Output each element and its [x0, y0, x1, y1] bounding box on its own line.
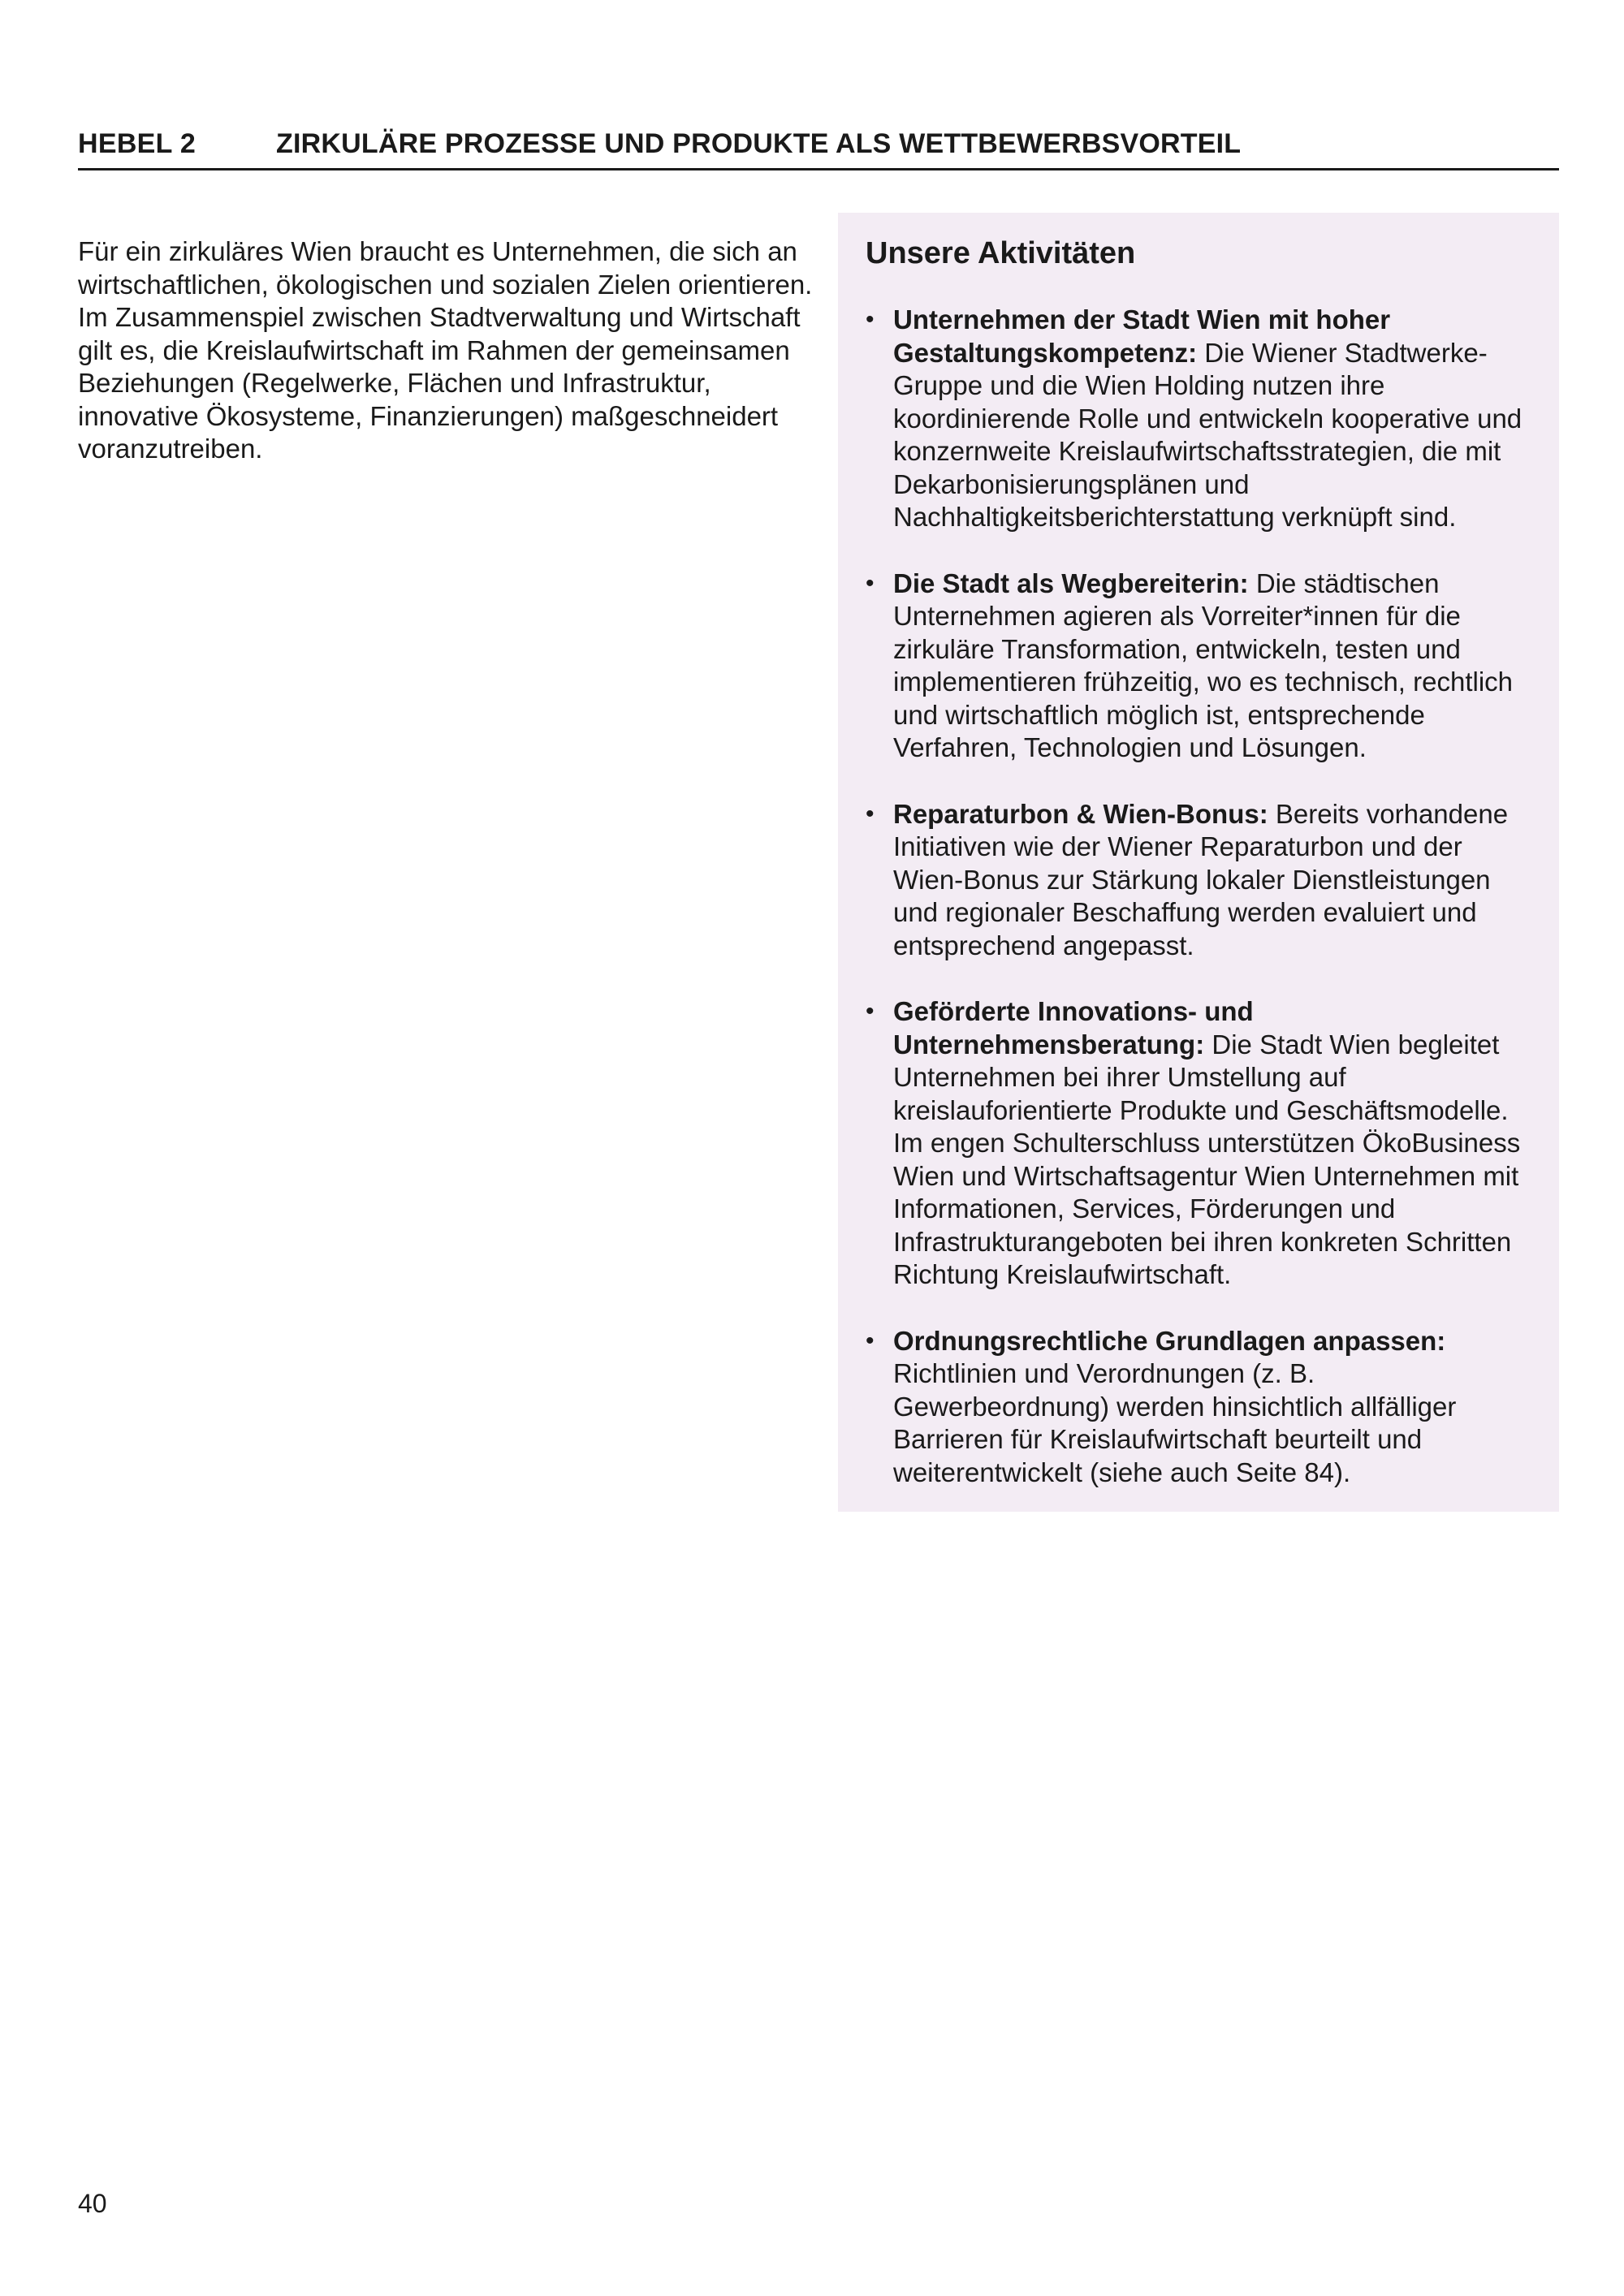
activity-label: Reparaturbon & Wien-Bonus: [893, 798, 1268, 829]
activity-item-reparaturbon [866, 798, 1531, 963]
activity-item-beratung [866, 995, 1531, 1292]
page-number: 40 [78, 2189, 107, 2218]
activity-item-wegbereiterin [866, 568, 1531, 765]
activity-label: Geförderte Innovations- und Unternehmensberatung: [893, 996, 1254, 1060]
bullet-icon: • [866, 306, 875, 333]
activity-text: Bereits vorhandene Initiativen wie der Wiener Reparaturbon und der Wien-Bonus zur Stärkung lokaler Dienstleistungen und regionaler Beschaffung werden evaluiert und entsprechend angepasst. [893, 798, 1509, 960]
lever-label: HEBEL 2 [78, 128, 197, 159]
activities-title: Unsere Aktivitäten [866, 236, 1136, 270]
bullet-icon: • [866, 569, 875, 597]
intro-paragraph: Für ein zirkuläres Wien braucht es Unternehmen, die sich an wirtschaftlichen, ökologischen und sozialen Zielen orientieren. Im Zusammenspiel zwischen Stadtverwaltung und Wirtschaft gilt es, die Kreislaufwirtschaft im Rahmen der gemeinsamen Beziehungen (Regelwerke, Flächen und Infrastruktur, innovative Ökosysteme, Finanzierungen) maßgeschneidert voranzutreiben. [78, 236, 813, 464]
section-title: ZIRKULÄRE PROZESSE UND PRODUKTE ALS WETTBEWERBSVORTEIL [276, 128, 1242, 159]
activity-text: Die städtischen Unternehmen agieren als Vorreiter*innen für die zirkuläre Transformation, entwickeln, testen und implementieren frühzeitig, wo es technisch, rechtlich und wirtschaftlich möglich ist, entsprechende Verfahren, Technologien und Lösungen. [893, 568, 1514, 762]
activity-label: Die Stadt als Wegbereiterin: [893, 568, 1249, 598]
activity-text: Richtlinien und Verordnungen (z. B. Gewerbeordnung) werden hinsichtlich allfälliger Barrieren für Kreislaufwirtschaft beurteilt und weiterentwickelt (siehe auch Seite 84). [893, 1358, 1457, 1487]
bullet-icon: • [866, 1327, 875, 1354]
activity-text: Die Wiener Stadtwerke-Gruppe und die Wien Holding nutzen ihre koordinierende Rolle und entwickeln kooperative und konzernweite Kreislaufwirtschaftsstrategien, die mit Dekarbonisierungsplänen und Nachhaltigkeitsberichterstattung verknüpft sind. [893, 337, 1522, 532]
activity-label: Ordnungsrechtliche Grundlagen anpassen: [893, 1325, 1446, 1356]
bullet-icon: • [866, 800, 875, 827]
activity-item-ordnungsrecht [866, 1325, 1531, 1490]
activity-label: Unternehmen der Stadt Wien mit hoher Gestaltungskompetenz: [893, 304, 1391, 368]
activities-box [838, 213, 1559, 1512]
activity-item-stadtunternehmen [866, 304, 1531, 534]
activity-text: Die Stadt Wien begleitet Unternehmen bei ihrer Umstellung auf kreislauforientierte Produkte und Geschäftsmodelle. Im engen Schulterschluss unterstützen ÖkoBusiness Wien und Wirtschaftsagentur Wien Unternehmen mit Informationen, Services, Förderungen und Infrastrukturangeboten bei ihren konkreten Schritten Richtung Kreislaufwirtschaft. [893, 1029, 1521, 1289]
activity-list [866, 304, 1531, 1489]
bullet-icon: • [866, 998, 875, 1025]
page-header [78, 122, 1559, 170]
